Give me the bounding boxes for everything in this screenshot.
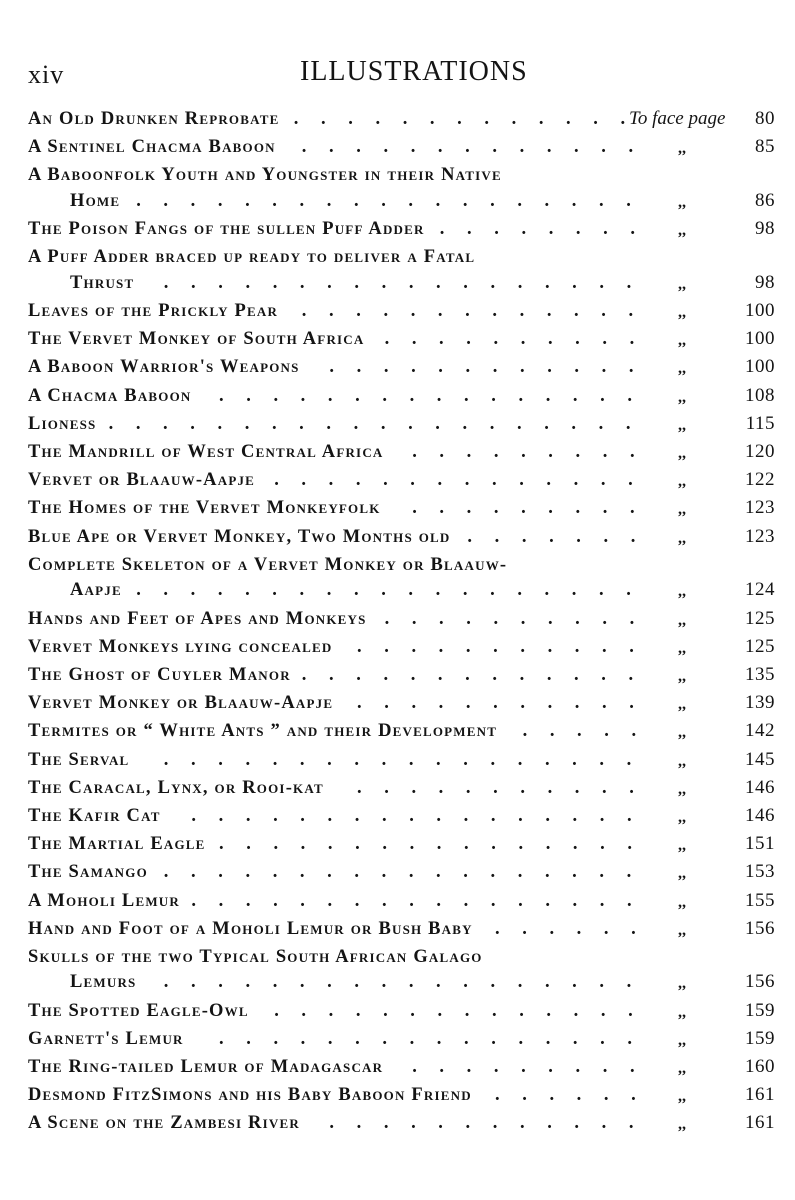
page-ref: 123 bbox=[745, 497, 775, 519]
list-item bbox=[28, 356, 775, 380]
entry-title: Blue Ape or Vervet Monkey, Two Months old bbox=[28, 526, 451, 547]
page-ref: 108 bbox=[745, 384, 775, 406]
entry-title: The Ring-tailed Lemur of Madagascar bbox=[28, 1057, 384, 1077]
ditto-mark: ,, bbox=[678, 696, 686, 714]
entry-title: Skulls of the two Typical South African Galago bbox=[28, 946, 483, 967]
entry-title: The Samango bbox=[28, 862, 148, 883]
page-ref: 161 bbox=[745, 1084, 775, 1106]
ditto-mark: ,, bbox=[678, 808, 686, 826]
dot-leader: ............. bbox=[301, 137, 656, 158]
dot-leader: .............. bbox=[274, 1000, 656, 1021]
ditto-mark: ,, bbox=[678, 893, 686, 911]
ditto-mark: ,, bbox=[678, 193, 686, 211]
page-ref: 125 bbox=[745, 635, 775, 657]
dot-leader: ...... bbox=[495, 1085, 659, 1106]
entry-title: Hand and Foot of a Moholi Lemur or Bush Baby bbox=[28, 918, 473, 939]
ditto-mark: ,, bbox=[678, 752, 686, 770]
entry-title: A Moholi Lemur bbox=[28, 890, 180, 911]
entry-title: The Mandrill of West Central Africa bbox=[28, 442, 384, 462]
entry-title: The Vervet Monkey of South Africa bbox=[28, 329, 365, 350]
entry-title: The Spotted Eagle-Owl bbox=[28, 1000, 249, 1021]
dot-leader: .................... bbox=[108, 413, 654, 434]
ditto-mark: ,, bbox=[678, 1031, 686, 1049]
list-item bbox=[28, 526, 775, 550]
page-ref: 124 bbox=[745, 579, 775, 601]
entry-title: The Kafir Cat bbox=[28, 805, 161, 826]
ditto-mark: ,, bbox=[678, 416, 686, 434]
list-item bbox=[28, 861, 775, 885]
list-item bbox=[28, 469, 775, 493]
list-item bbox=[28, 692, 775, 716]
entry-title: The Serval bbox=[28, 749, 130, 770]
dot-leader: ..... bbox=[522, 721, 659, 742]
list-item bbox=[28, 946, 775, 996]
dot-leader: .......... bbox=[384, 608, 657, 629]
list-item bbox=[28, 497, 775, 521]
to-face-page-label: To face page bbox=[629, 108, 726, 129]
dot-leader: ........... bbox=[357, 636, 657, 657]
dot-leader: ......... bbox=[412, 498, 658, 519]
ditto-mark: ,, bbox=[678, 1088, 686, 1106]
ditto-mark: ,, bbox=[678, 140, 686, 158]
list-item bbox=[28, 608, 775, 632]
ditto-mark: ,, bbox=[678, 780, 686, 798]
page-ref: 123 bbox=[745, 525, 775, 547]
dot-leader: ........ bbox=[439, 219, 658, 240]
page-ref: 160 bbox=[745, 1056, 775, 1077]
dot-leader: ............. bbox=[301, 301, 656, 321]
list-item bbox=[28, 636, 775, 660]
ditto-mark: ,, bbox=[678, 360, 686, 378]
list-item bbox=[28, 777, 775, 801]
dot-leader: ................... bbox=[136, 190, 654, 211]
dot-leader: ........... bbox=[357, 693, 657, 714]
page-ref: 156 bbox=[745, 971, 775, 993]
entry-title: A Puff Adder braced up ready to deliver a Fatal bbox=[28, 247, 476, 268]
entry-title-continued: Aapje bbox=[70, 580, 122, 601]
page-ref: 146 bbox=[745, 776, 775, 798]
dot-leader: .............. bbox=[274, 470, 656, 491]
entry-title: Vervet Monkey or Blaauw-Aapje bbox=[28, 693, 334, 714]
list-item bbox=[28, 441, 775, 465]
ditto-mark: ,, bbox=[678, 222, 686, 240]
page-ref: 146 bbox=[745, 804, 775, 826]
list-item bbox=[28, 1028, 775, 1052]
page-ref: 135 bbox=[745, 663, 775, 685]
entry-title: The Ghost of Cuyler Manor bbox=[28, 664, 291, 685]
ditto-mark: ,, bbox=[678, 865, 686, 883]
page-ref: 142 bbox=[745, 720, 775, 742]
list-item bbox=[28, 108, 775, 132]
entry-title: Vervet Monkeys lying concealed bbox=[28, 636, 333, 657]
list-item bbox=[28, 300, 775, 324]
list-item bbox=[28, 554, 775, 604]
page-ref: 159 bbox=[745, 1027, 775, 1049]
entry-title: The Caracal, Lynx, or Rooi-kat bbox=[28, 777, 324, 798]
entry-title: Lioness bbox=[28, 413, 97, 434]
dot-leader: ....... bbox=[467, 526, 658, 547]
page-number: xiv bbox=[28, 60, 65, 89]
ditto-mark: ,, bbox=[678, 667, 686, 685]
dot-leader: ...... bbox=[495, 918, 659, 939]
ditto-mark: ,, bbox=[678, 445, 686, 462]
entry-title: Hands and Feet of Apes and Monkeys bbox=[28, 608, 367, 629]
list-item bbox=[28, 890, 775, 914]
entry-title-continued: Home bbox=[70, 190, 121, 211]
page-ref: 122 bbox=[745, 469, 775, 491]
page-ref: 80 bbox=[755, 108, 775, 129]
ditto-mark: ,, bbox=[678, 1116, 686, 1134]
page-header bbox=[28, 56, 768, 92]
dot-leader: ............. bbox=[301, 664, 656, 685]
page-ref: 156 bbox=[745, 917, 775, 939]
page-ref: 100 bbox=[745, 300, 775, 321]
dot-leader: ......... bbox=[412, 1057, 658, 1077]
dot-leader: .................. bbox=[163, 749, 654, 770]
dot-leader: ................ bbox=[219, 1028, 655, 1049]
page-ref: 120 bbox=[745, 441, 775, 462]
ditto-mark: ,, bbox=[678, 1060, 686, 1077]
page-ref: 98 bbox=[755, 218, 775, 240]
entry-title: The Poison Fangs of the sullen Puff Adder bbox=[28, 219, 425, 240]
ditto-mark: ,, bbox=[678, 473, 686, 491]
page-ref: 159 bbox=[745, 999, 775, 1021]
entry-title: A Baboon Warrior's Weapons bbox=[28, 357, 300, 378]
ditto-mark: ,, bbox=[678, 611, 686, 629]
ditto-mark: ,, bbox=[678, 975, 686, 993]
entry-title: Garnett's Lemur bbox=[28, 1028, 184, 1049]
list-item bbox=[28, 833, 775, 857]
list-item bbox=[28, 136, 775, 160]
entry-title: Desmond FitzSimons and his Baby Baboon Friend bbox=[28, 1085, 472, 1106]
list-item bbox=[28, 246, 775, 296]
page-ref: 155 bbox=[745, 889, 775, 911]
list-item bbox=[28, 1084, 775, 1108]
list-item bbox=[28, 1056, 775, 1080]
ditto-mark: ,, bbox=[678, 275, 686, 293]
ditto-mark: ,, bbox=[678, 529, 686, 547]
dot-leader: ................ bbox=[219, 385, 655, 406]
page-ref: 100 bbox=[745, 356, 775, 378]
page-ref: 153 bbox=[745, 861, 775, 883]
list-item bbox=[28, 664, 775, 688]
page-ref: 125 bbox=[745, 607, 775, 629]
dot-leader: ................. bbox=[191, 805, 655, 826]
dot-leader: .......... bbox=[384, 329, 657, 350]
entry-title: Termites or “ White Ants ” and their Development bbox=[28, 721, 498, 742]
page-ref: 151 bbox=[745, 833, 775, 855]
entry-title: Complete Skeleton of a Vervet Monkey or Blaauw- bbox=[28, 554, 508, 575]
entry-title: A Chacma Baboon bbox=[28, 385, 192, 406]
ditto-mark: ,, bbox=[678, 1003, 686, 1021]
dot-leader: .................. bbox=[163, 972, 654, 993]
list-item bbox=[28, 918, 775, 942]
ditto-mark: ,, bbox=[678, 388, 686, 406]
list-item bbox=[28, 720, 775, 744]
dot-leader: ........... bbox=[357, 777, 657, 798]
dot-leader: ............ bbox=[329, 1113, 657, 1134]
entry-title: A Baboonfolk Youth and Youngster in their Native bbox=[28, 165, 502, 186]
page-ref: 161 bbox=[745, 1112, 775, 1134]
entry-title: Leaves of the Prickly Pear bbox=[28, 301, 279, 321]
entry-title: An Old Drunken Reprobate bbox=[28, 109, 280, 129]
page-ref: 115 bbox=[745, 412, 775, 434]
ditto-mark: ,, bbox=[678, 724, 686, 742]
page-ref: 85 bbox=[755, 136, 775, 158]
entry-title: A Sentinel Chacma Baboon bbox=[28, 137, 276, 158]
entry-title: A Scene on the Zambesi River bbox=[28, 1113, 300, 1134]
page-ref: 100 bbox=[745, 328, 775, 350]
ditto-mark: ,, bbox=[678, 583, 686, 601]
page-ref: 139 bbox=[745, 692, 775, 714]
page-ref: 86 bbox=[755, 189, 775, 211]
list-item bbox=[28, 164, 775, 214]
list-item bbox=[28, 413, 775, 437]
list-item bbox=[28, 385, 775, 409]
dot-leader: ................ bbox=[219, 834, 655, 855]
page-ref: 98 bbox=[755, 271, 775, 293]
dot-leader: .................. bbox=[163, 862, 654, 883]
ditto-mark: ,, bbox=[678, 639, 686, 657]
list-item bbox=[28, 749, 775, 773]
ditto-mark: ,, bbox=[678, 304, 686, 321]
running-title: ILLUSTRATIONS bbox=[300, 56, 528, 87]
dot-leader: .................. bbox=[163, 272, 654, 293]
dot-leader: ............. bbox=[293, 109, 648, 129]
ditto-mark: ,, bbox=[678, 921, 686, 939]
entry-title-continued: Lemurs bbox=[70, 972, 137, 993]
dot-leader: ................. bbox=[191, 890, 655, 911]
ditto-mark: ,, bbox=[678, 837, 686, 855]
list-item bbox=[28, 328, 775, 352]
ditto-mark: ,, bbox=[678, 501, 686, 519]
entry-title: The Martial Eagle bbox=[28, 834, 206, 855]
ditto-mark: ,, bbox=[678, 332, 686, 350]
list-item bbox=[28, 805, 775, 829]
entry-title-continued: Thrust bbox=[70, 272, 135, 293]
list-item bbox=[28, 1000, 775, 1024]
list-item bbox=[28, 218, 775, 242]
dot-leader: ......... bbox=[412, 442, 658, 462]
dot-leader: ............ bbox=[329, 357, 657, 378]
entry-title: Vervet or Blaauw-Aapje bbox=[28, 470, 256, 491]
dot-leader: ................... bbox=[136, 580, 654, 601]
page-ref: 145 bbox=[745, 748, 775, 770]
list-item bbox=[28, 1112, 775, 1136]
entry-title: The Homes of the Vervet Monkeyfolk bbox=[28, 498, 381, 519]
